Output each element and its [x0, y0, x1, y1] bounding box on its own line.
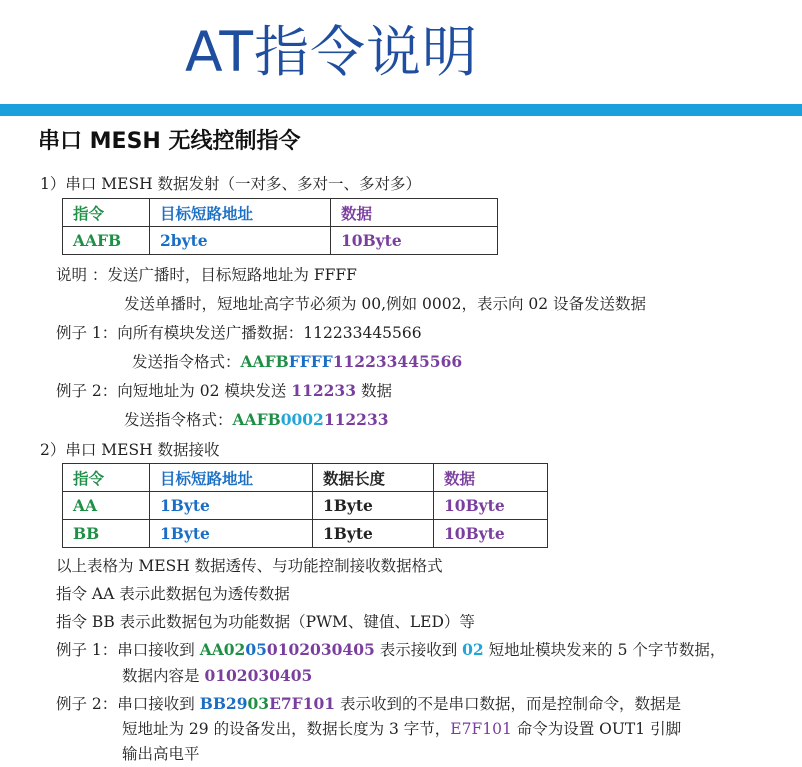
section1-label: 1）串口 MESH 数据发射（一对多、多对一、多对多） — [40, 175, 422, 193]
example2-data: 112233 — [291, 381, 357, 400]
format-label: 发送指令格式： — [132, 353, 241, 371]
format-addr: FFFF — [288, 352, 333, 371]
table-cell: BB — [63, 520, 150, 548]
example-len: 05 — [245, 640, 267, 659]
example2-format — [124, 408, 389, 430]
table-cell: 1Byte — [150, 492, 313, 520]
example-pre: 例子 1：串口接收到 — [56, 641, 200, 659]
table-header-row — [63, 464, 548, 492]
section2-label: 2）串口 MESH 数据接收 — [40, 441, 220, 459]
table-header-row — [63, 199, 498, 227]
example-post: 表示收到的不是串口数据，而是控制命令，数据是 — [335, 695, 681, 713]
receive-format-table — [62, 463, 548, 548]
example-cmd: AA02 — [199, 640, 246, 659]
example1-line: 例子 1：向所有模块发送广播数据：112233445566 — [56, 324, 422, 342]
example-data: E7F101 — [269, 694, 336, 713]
receive-example1-line2 — [122, 664, 312, 686]
example-post: 命令为设置 OUT1 引脚 — [511, 720, 682, 738]
format-cmd: AAFB — [232, 410, 281, 429]
example-pre: 数据内容是 — [122, 667, 205, 685]
page-title: AT指令说明 — [185, 20, 478, 84]
table-cell: 2byte — [150, 227, 331, 255]
example-len: 03 — [247, 694, 270, 713]
example-data: 0102030405 — [204, 666, 313, 685]
table-header: 目标短路地址 — [150, 199, 331, 227]
example-cmd: BB29 — [199, 694, 248, 713]
section-heading: 串口 MESH 无线控制指令 — [38, 129, 301, 154]
table-cell: 10Byte — [331, 227, 498, 255]
format-data: 112233 — [323, 410, 389, 429]
example2-pre: 例子 2：向短地址为 02 模块发送 — [56, 382, 292, 400]
example-addr: 02 — [462, 640, 484, 659]
send-format-table — [62, 198, 498, 255]
table-cell: 1Byte — [313, 520, 434, 548]
example2-line — [56, 379, 392, 401]
receive-example2-line2 — [122, 717, 681, 739]
table-header: 数据 — [434, 464, 548, 492]
example1-format — [132, 350, 462, 372]
receive-note-2: 指令 AA 表示此数据包为透传数据 — [56, 585, 290, 603]
table-cell: 10Byte — [434, 492, 548, 520]
example-cmd: E7F101 — [450, 720, 512, 738]
table-header: 数据长度 — [313, 464, 434, 492]
receive-note-1: 以上表格为 MESH 数据透传、与功能控制接收数据格式 — [56, 557, 443, 575]
table-row — [63, 492, 548, 520]
format-addr: 0002 — [280, 410, 324, 429]
table-row — [63, 520, 548, 548]
example-data: 0102030405 — [266, 640, 375, 659]
receive-note-3: 指令 BB 表示此数据包为功能数据（PWM、键值、LED）等 — [56, 613, 475, 631]
table-header: 目标短路地址 — [150, 464, 313, 492]
example2-post: 数据 — [356, 382, 392, 400]
table-header: 指令 — [63, 464, 150, 492]
note-broadcast: 说明 ：发送广播时，目标短路地址为 FFFF — [56, 266, 357, 284]
receive-example2-line — [56, 692, 681, 714]
note-unicast: 发送单播时，短地址高字节必须为 00,例如 0002，表示向 02 设备发送数据 — [124, 295, 647, 313]
table-cell: 10Byte — [434, 520, 548, 548]
format-label: 发送指令格式： — [124, 411, 233, 429]
table-row — [63, 227, 498, 255]
receive-example2-line3: 输出高电平 — [122, 745, 200, 763]
example-post: 短地址模块发来的 5 个字节数据， — [483, 641, 726, 659]
table-header: 指令 — [63, 199, 150, 227]
example-pre: 例子 2：串口接收到 — [56, 695, 200, 713]
example-mid: 表示接收到 — [374, 641, 463, 659]
title-divider-bar — [0, 104, 802, 116]
table-cell: 1Byte — [313, 492, 434, 520]
receive-example1-line — [56, 638, 725, 660]
table-header: 数据 — [331, 199, 498, 227]
format-data: 112233445566 — [332, 352, 463, 371]
table-cell: AA — [63, 492, 150, 520]
table-cell: 1Byte — [150, 520, 313, 548]
table-cell: AAFB — [63, 227, 150, 255]
format-cmd: AAFB — [240, 352, 289, 371]
example-pre: 短地址为 29 的设备发出，数据长度为 3 字节， — [122, 720, 451, 738]
